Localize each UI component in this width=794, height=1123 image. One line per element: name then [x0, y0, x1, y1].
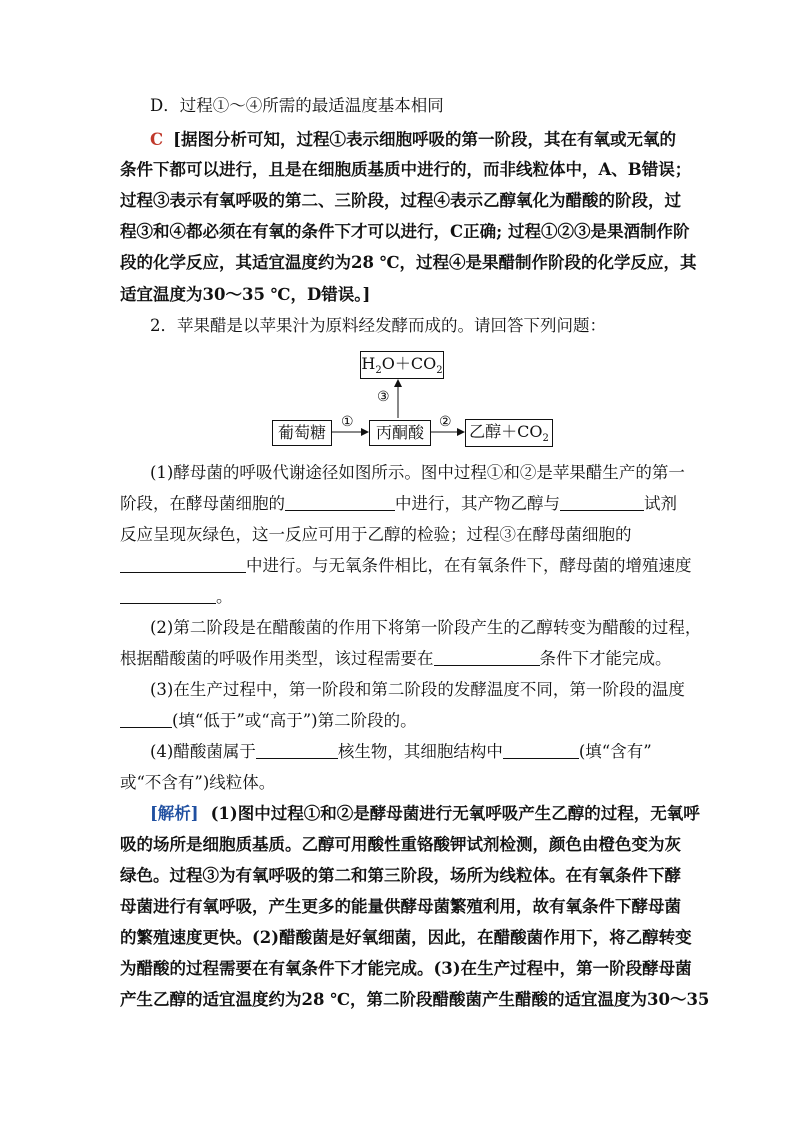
- q3-line-2: (填“低于”或“高于”)第二阶段的。: [120, 711, 680, 731]
- step-1-label: ①: [341, 414, 354, 430]
- q4-line-2: 或“不含有”)线粒体。: [120, 773, 276, 792]
- answer-line-2: 条件下都可以进行，且是在细胞质基质中进行的，而非线粒体中，A、B错误；: [120, 160, 692, 179]
- pyruvate-box: 丙酮酸: [369, 420, 431, 446]
- analysis-line-4: 母菌进行有氧呼吸，产生更多的能量供酵母菌繁殖利用，故有氧条件下酵母菌: [120, 897, 681, 916]
- ethanol-co2-box: 乙醇$+CO_2$: [465, 419, 553, 447]
- blank-7[interactable]: [256, 742, 338, 759]
- blank-4[interactable]: [120, 587, 216, 604]
- h2o-co2-box: $H_2O+CO_2$: [360, 351, 444, 379]
- answer-line-4: 程③和④都必须在有氧的条件下才可以进行，C正确; 过程①②③是果酒制作阶: [120, 222, 690, 241]
- blank-6[interactable]: [120, 711, 172, 728]
- q1-line-1: (1)酵母菌的呼吸代谢途径如图所示。图中过程①和②是苹果醋生产的第一: [150, 463, 685, 482]
- q2-line-1: (2)第二阶段是在醋酸菌的作用下将第一阶段产生的乙醇转变为醋酸的过程，: [150, 618, 702, 637]
- answer-line-5: 段的化学反应，其适宜温度约为28 ℃，过程④是果醋制作阶段的化学反应，其: [120, 253, 697, 272]
- answer-text-1: [据图分析可知，过程①表示细胞呼吸的第一阶段，其在有氧或无氧的: [173, 130, 676, 149]
- step-3-label: ③: [377, 389, 390, 405]
- option-d: D．过程①～④所需的最适温度基本相同: [150, 96, 444, 115]
- q2-line-2: 根据醋酸菌的呼吸作用类型，该过程需要在 条件下才能完成。: [120, 649, 672, 668]
- step-2-label: ②: [439, 414, 452, 430]
- analysis-line-1: [解析] (1)图中过程①和②是酵母菌进行无氧呼吸产生乙醇的过程，无氧呼: [150, 804, 700, 823]
- answer-line-3: 过程③表示有氧呼吸的第二、三阶段，过程④表示乙醇氧化为醋酸的阶段，过: [120, 191, 681, 210]
- q1-line-3: 反应呈现灰绿色，这一反应可用于乙醇的检验；过程③在酵母菌细胞的: [120, 525, 632, 544]
- analysis-line-2: 吸的场所是细胞质基质。乙醇可用酸性重铬酸钾试剂检测，颜色由橙色变为灰: [120, 835, 681, 854]
- analysis-line-5: 的繁殖速度更快。(2)醋酸菌是好氧细菌，因此，在醋酸菌作用下，将乙醇转变: [120, 928, 692, 947]
- q3-line-1: (3)在生产过程中，第一阶段和第二阶段的发酵温度不同，第一阶段的温度: [150, 680, 685, 699]
- glucose-box: 葡萄糖: [272, 420, 332, 446]
- blank-8[interactable]: [503, 742, 579, 759]
- q1-line-5: 。: [120, 587, 680, 607]
- blank-1[interactable]: [285, 494, 395, 511]
- blank-3[interactable]: [120, 556, 246, 573]
- q4-line-1: (4)醋酸菌属于 核生物，其细胞结构中 (填“含有”: [150, 742, 652, 761]
- answer-line-6: 适宜温度为30～35 ℃，D错误。]: [120, 285, 371, 304]
- q1-line-2: 阶段，在酵母菌细胞的 中进行，其产物乙醇与 试剂: [120, 494, 677, 513]
- analysis-line-6: 为醋酸的过程需要在有氧条件下才能完成。(3)在生产过程中，第一阶段酵母菌: [120, 959, 692, 978]
- question-2: 2．苹果醋是以苹果汁为原料经发酵而成的。请回答下列问题：: [150, 316, 606, 335]
- q1-line-4: 中进行。与无氧条件相比，在有氧条件下，酵母菌的增殖速度: [120, 556, 680, 576]
- analysis-tag: [解析]: [150, 804, 199, 823]
- analysis-line-7: 产生乙醇的适宜温度约为28 ℃，第二阶段醋酸菌产生醋酸的适宜温度为30～35: [120, 990, 710, 1009]
- blank-2[interactable]: [560, 494, 644, 511]
- answer-letter: C: [150, 130, 164, 149]
- blank-5[interactable]: [434, 649, 540, 666]
- analysis-line-3: 绿色。过程③为有氧呼吸的第二和第三阶段，场所为线粒体。在有氧条件下酵: [120, 866, 681, 885]
